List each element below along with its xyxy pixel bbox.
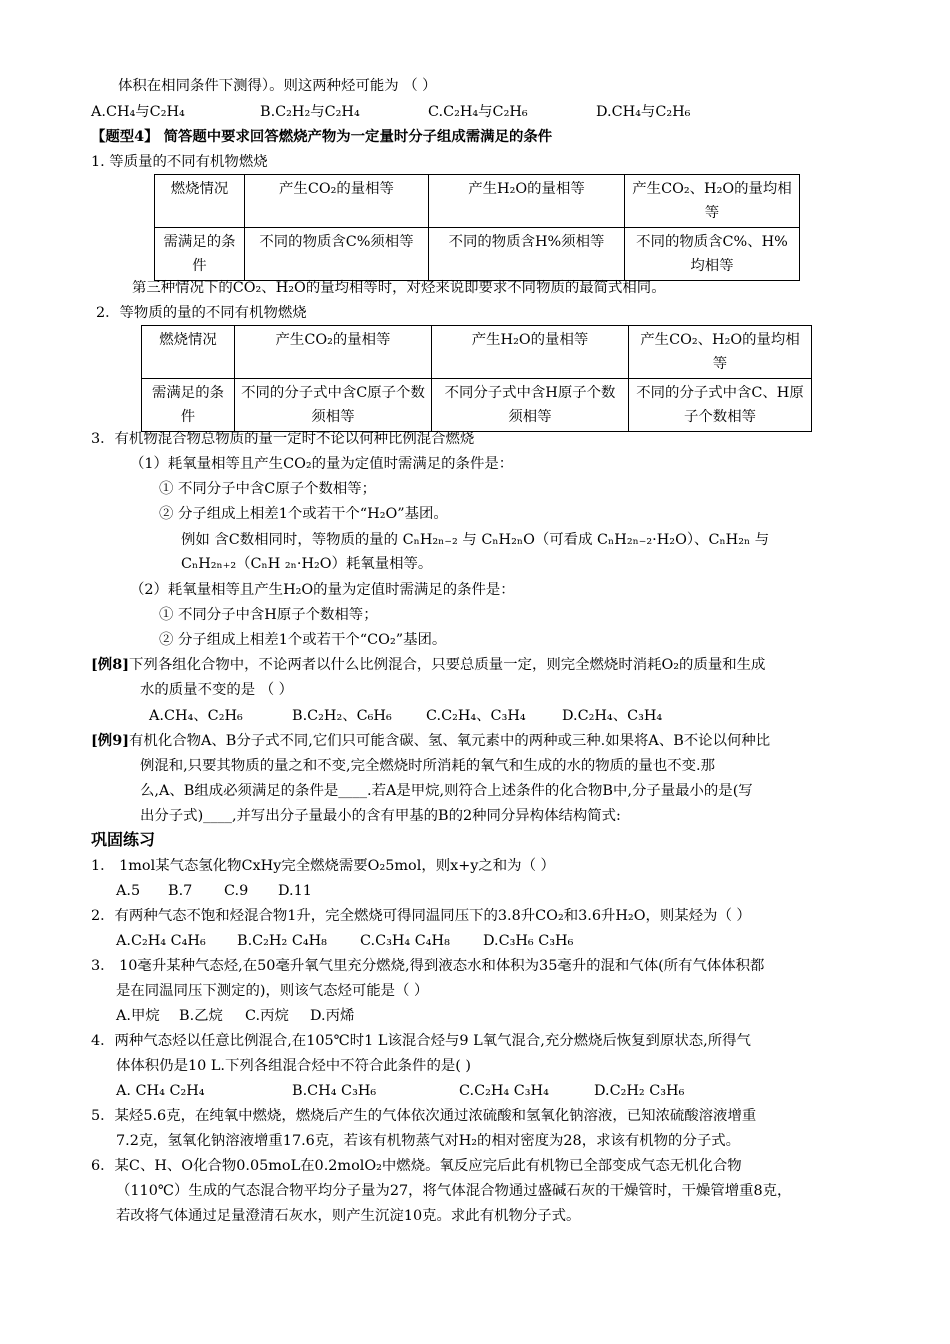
example8-text: 下列各组化合物中，不论两者以什么比例混合，只要总质量一定，则完全燃烧时消耗O₂的质量和生成: [129, 657, 766, 673]
item2-heading: 2．等物质的量的不同有机物燃烧: [96, 305, 307, 321]
table-cell: 产生CO₂、H₂O的量均相等: [629, 326, 812, 379]
example9-label: [例9]: [91, 732, 130, 749]
option-a: A.CH₄与C₂H₄: [91, 104, 185, 120]
section-title: 【题型4】 简答题中要求回答燃烧产物为一定量时分子组成需满足的条件: [91, 128, 553, 145]
practice-q5-line2: 7.2克，氢氧化钠溶液增重17.6克，若该有机物蒸气对H₂的相对密度为28，求该有机物的分子式。: [116, 1133, 741, 1149]
example8-line1: [91, 655, 765, 675]
table-cell: 产生CO₂、H₂O的量均相等: [625, 175, 800, 228]
example8-option-d: D.C₂H₄、C₃H₄: [562, 708, 663, 724]
item1-heading: 1. 等质量的不同有机物燃烧: [91, 154, 268, 170]
item3-p2a: ① 不同分子中含H原子个数相等；: [159, 607, 378, 623]
example9-line1: [91, 731, 770, 751]
q2-option-c: C.C₃H₄ C₄H₈: [360, 933, 450, 949]
practice-q3-line1: 3． 10毫升某种气态烃,在50毫升氧气里充分燃烧,得到液态水和体积为35毫升的混和气体(所有气体体积都: [91, 958, 765, 974]
table-equal-moles: [141, 325, 812, 432]
table-row: [155, 175, 800, 228]
q4-option-b: B.CH₄ C₃H₆: [292, 1083, 377, 1099]
example8-line2: 水的质量不变的是 （ ）: [140, 682, 294, 698]
item3-p1a: ① 不同分子中含C原子个数相等；: [159, 481, 377, 497]
q3-option-d: D.丙烯: [310, 1008, 355, 1024]
table-row: [155, 228, 800, 281]
table-row: [142, 379, 812, 432]
practice-q5-line1: 5．某烃5.6克，在纯氧中燃烧，燃烧后产生的气体依次通过浓硫酸和氢氧化钠溶液，已知浓硫酸溶液增重: [91, 1108, 757, 1124]
q1-option-a: A.5: [116, 883, 141, 899]
table-cell: 产生CO₂的量相等: [245, 175, 429, 228]
item3-example-line1: 例如 含C数相同时，等物质的量的 CₙH₂ₙ₋₂ 与 CₙH₂ₙO（可看成 CₙH₂ₙ₋₂·H₂O）、CₙH₂ₙ 与: [181, 532, 770, 548]
q4-option-a: A. CH₄ C₂H₄: [116, 1083, 205, 1099]
table-cell: 不同的物质含H%须相等: [429, 228, 625, 281]
item3-p1: （1）耗氧量相等且产生CO₂的量为定值时需满足的条件是：: [130, 456, 514, 472]
table-row: [142, 326, 812, 379]
table-cell: 需满足的条件: [142, 379, 235, 432]
table-cell: 不同的物质含C%须相等: [245, 228, 429, 281]
practice-q4-line1: 4．两种气态烃以任意比例混合,在105℃时1 L该混合烃与9 L氧气混合,充分燃烧后恢复到原状态,所得气: [91, 1033, 751, 1049]
table-cell: 燃烧情况: [155, 175, 245, 228]
q3-option-c: C.丙烷: [245, 1008, 289, 1024]
item3-p1b: ② 分子组成上相差1个或若干个“H₂O”基团。: [159, 506, 448, 522]
practice-q3-line2: 是在同温同压下测定的)，则该气态烃可能是（ ）: [116, 983, 429, 999]
q2-option-a: A.C₂H₄ C₄H₆: [116, 933, 206, 949]
q1-option-c: C.9: [224, 883, 249, 899]
table-cell: 燃烧情况: [142, 326, 235, 379]
q1-option-d: D.11: [278, 883, 312, 899]
q4-option-c: C.C₂H₄ C₃H₄: [459, 1083, 549, 1099]
item3-p2b: ② 分子组成上相差1个或若干个“CO₂”基团。: [159, 632, 447, 648]
example9-line3: 么,A、B组成必须满足的条件是____.若A是甲烷,则符合上述条件的化合物B中,分子量最小的是(写: [140, 783, 753, 799]
table-cell: 产生H₂O的量相等: [432, 326, 629, 379]
table-cell: 不同的物质含C%、H%均相等: [625, 228, 800, 281]
example9-line4: 出分子式)____,并写出分子量最小的含有甲基的B的2种同分异构体结构简式:: [140, 808, 621, 824]
practice-q2: 2．有两种气态不饱和烃混合物1升，完全燃烧可得同温同压下的3.8升CO₂和3.6升H₂O，则某烃为（ ）: [91, 908, 751, 924]
example9-line2: 例混和,只要其物质的量之和不变,完全燃烧时所消耗的氧气和生成的水的物质的量也不变.那: [140, 758, 715, 774]
practice-q4-line2: 体体积仍是10 L.下列各组混合烃中不符合此条件的是( ): [116, 1058, 472, 1074]
option-d: D.CH₄与C₂H₆: [596, 104, 691, 120]
table-cell: 产生H₂O的量相等: [429, 175, 625, 228]
practice-q6-line1: 6．某C、H、O化合物0.05moL在0.2molO₂中燃烧。氧反应完后此有机物已全部变成气态无机化合物: [91, 1158, 742, 1174]
example9-text: 有机化合物A、B分子式不同,它们只可能含碳、氢、氧元素中的两种或三种.如果将A、B不论以何种比: [129, 733, 771, 749]
item3-example-line2: CₙH₂ₙ₊₂（CₙH ₂ₙ·H₂O）耗氧量相等。: [181, 556, 433, 572]
q2-option-b: B.C₂H₂ C₄H₈: [237, 933, 327, 949]
q3-option-b: B.乙烷: [179, 1008, 223, 1024]
item3-heading: 3．有机物混合物总物质的量一定时不论以何种比例混合燃烧: [91, 431, 475, 447]
table-cell: 不同的分子式中含C、H原子个数相等: [629, 379, 812, 432]
table-cell: 不同的分子式中含C原子个数须相等: [235, 379, 432, 432]
table-cell: 不同分子式中含H原子个数须相等: [432, 379, 629, 432]
option-b: B.C₂H₂与C₂H₄: [260, 104, 360, 120]
q1-option-b: B.7: [168, 883, 193, 899]
example8-label: [例8]: [91, 656, 130, 673]
practice-q1: 1． 1mol某气态氢化物CxHy完全燃烧需要O₂5mol，则x+y之和为（ ）: [91, 858, 555, 874]
item1-note: 第三种情况下的CO₂、H₂O的量均相等时，对烃来说即要求不同物质的最简式相同。: [132, 280, 666, 296]
example8-option-a: A.CH₄、C₂H₆: [149, 708, 243, 724]
q4-option-d: D.C₂H₂ C₃H₆: [594, 1083, 685, 1099]
item3-p2: （2）耗氧量相等且产生H₂O的量为定值时需满足的条件是：: [130, 582, 515, 598]
example8-option-c: C.C₂H₄、C₃H₄: [426, 708, 526, 724]
practice-q6-line2: （110℃）生成的气态混合物平均分子量为27，将气体混合物通过盛碱石灰的干燥管时，干燥管增重8克，: [116, 1183, 792, 1199]
practice-q6-line3: 若改将气体通过足量澄清石灰水，则产生沉淀10克。求此有机物分子式。: [116, 1208, 581, 1224]
practice-title: 巩固练习: [91, 830, 156, 849]
table-equal-mass: [154, 174, 800, 281]
table-cell: 产生CO₂的量相等: [235, 326, 432, 379]
q3-option-a: A.甲烷: [116, 1008, 160, 1024]
question-continuation: 体积在相同条件下测得）。则这两种烃可能为 （ ）: [118, 78, 437, 94]
example8-option-b: B.C₂H₂、C₆H₆: [292, 708, 392, 724]
table-cell: 需满足的条件: [155, 228, 245, 281]
q2-option-d: D.C₃H₆ C₃H₆: [483, 933, 574, 949]
option-c: C.C₂H₄与C₂H₆: [428, 104, 528, 120]
